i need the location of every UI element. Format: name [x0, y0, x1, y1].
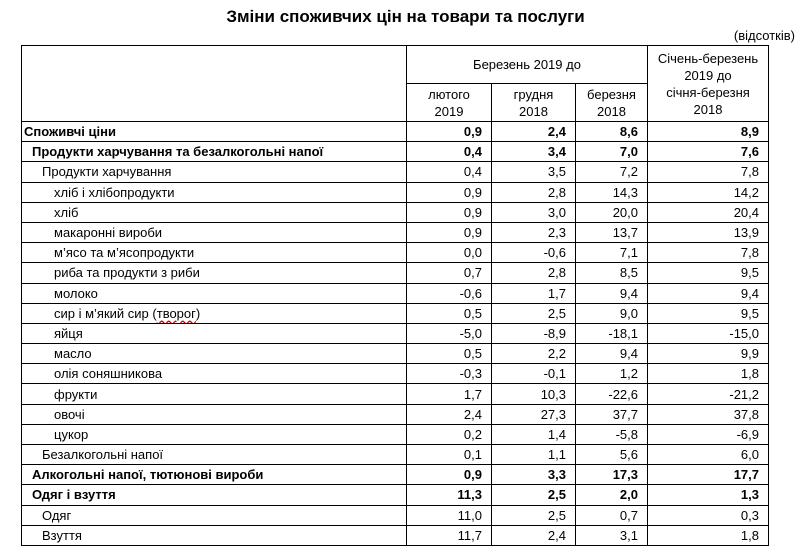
table-row — [22, 182, 769, 202]
col-header-line: 2018 — [597, 103, 626, 119]
col-header-line: 2019 — [434, 103, 464, 119]
table-row — [22, 445, 769, 465]
value-cell: 1,1 — [492, 445, 576, 465]
value-cell: 1,4 — [492, 424, 576, 444]
header-empty-cell — [22, 46, 407, 122]
row-label — [22, 202, 407, 222]
row-label-text: масло — [54, 346, 92, 362]
value-cell: 9,4 — [576, 344, 648, 364]
table-row — [22, 344, 769, 364]
row-label — [22, 243, 407, 263]
value-cell: 8,5 — [576, 263, 648, 283]
row-label — [22, 364, 407, 384]
value-cell: 0,0 — [407, 243, 492, 263]
value-cell: -0,6 — [492, 243, 576, 263]
value-cell: 3,5 — [492, 162, 576, 182]
value-cell: 1,2 — [576, 364, 648, 384]
row-label — [22, 283, 407, 303]
row-label-text: Одяг — [42, 507, 72, 523]
value-cell: -5,8 — [576, 424, 648, 444]
value-cell: 0,7 — [407, 263, 492, 283]
value-cell: 7,8 — [648, 162, 769, 182]
value-cell: 0,4 — [407, 162, 492, 182]
value-cell: 7,0 — [576, 142, 648, 162]
value-cell: 7,8 — [648, 243, 769, 263]
row-label — [22, 323, 407, 343]
value-cell: 0,2 — [407, 424, 492, 444]
value-cell: 3,1 — [576, 525, 648, 545]
value-cell: 27,3 — [492, 404, 576, 424]
value-cell: 0,5 — [407, 344, 492, 364]
row-label-text: Продукти харчування — [42, 164, 172, 180]
col-header-line: березня — [587, 86, 636, 102]
value-cell: 11,7 — [407, 525, 492, 545]
col-header-line: грудня — [513, 86, 554, 102]
row-label-text: хліб і хлібопродукти — [54, 184, 175, 200]
table-row — [22, 485, 769, 505]
row-label — [22, 384, 407, 404]
value-cell: 37,7 — [576, 404, 648, 424]
value-cell: 6,0 — [648, 445, 769, 465]
row-label — [22, 485, 407, 505]
col-header-line: 2018 — [519, 103, 548, 119]
ytd-header — [648, 46, 769, 122]
value-cell: 7,2 — [576, 162, 648, 182]
table-row — [22, 364, 769, 384]
row-label — [22, 465, 407, 485]
table-row — [22, 404, 769, 424]
value-cell: 2,4 — [492, 525, 576, 545]
ytd-header-line: 2019 до — [684, 67, 732, 83]
value-cell: 0,9 — [407, 465, 492, 485]
value-cell: 14,3 — [576, 182, 648, 202]
row-label-text: Безалкогольні напої — [42, 447, 164, 463]
ytd-header-line: січня-березня — [666, 84, 750, 100]
value-cell: 9,5 — [648, 303, 769, 323]
col-header-december — [492, 84, 576, 122]
row-label-text: цукор — [54, 426, 89, 442]
value-cell: 8,6 — [576, 122, 648, 142]
value-cell: 2,5 — [492, 485, 576, 505]
value-cell: 17,3 — [576, 465, 648, 485]
group-header: Березень 2019 до — [407, 46, 648, 84]
value-cell: 1,8 — [648, 525, 769, 545]
value-cell: 2,4 — [407, 404, 492, 424]
value-cell: 2,5 — [492, 303, 576, 323]
value-cell: 7,1 — [576, 243, 648, 263]
table-row — [22, 243, 769, 263]
value-cell: 11,0 — [407, 505, 492, 525]
table-row — [22, 142, 769, 162]
value-cell: 0,9 — [407, 222, 492, 242]
value-cell: 1,8 — [648, 364, 769, 384]
row-label-text: овочі — [54, 406, 85, 422]
table-row — [22, 222, 769, 242]
value-cell: 10,3 — [492, 384, 576, 404]
table-row — [22, 525, 769, 545]
value-cell: 8,9 — [648, 122, 769, 142]
value-cell: 9,4 — [576, 283, 648, 303]
row-label — [22, 162, 407, 182]
value-cell: 20,4 — [648, 202, 769, 222]
value-cell: 2,8 — [492, 182, 576, 202]
value-cell: 3,0 — [492, 202, 576, 222]
row-label-text: сир і м’який сир (творог) — [54, 305, 201, 321]
value-cell: 1,7 — [407, 384, 492, 404]
row-label — [22, 505, 407, 525]
value-cell: 13,7 — [576, 222, 648, 242]
value-cell: 2,4 — [492, 122, 576, 142]
value-cell: 2,5 — [492, 505, 576, 525]
row-label-text: Алкогольні напої, тютюнові вироби — [32, 467, 264, 483]
table-row — [22, 303, 769, 323]
value-cell: -18,1 — [576, 323, 648, 343]
value-cell: 0,7 — [576, 505, 648, 525]
value-cell: 2,8 — [492, 263, 576, 283]
value-cell: 0,9 — [407, 202, 492, 222]
unit-note: (відсотків) — [733, 28, 795, 43]
row-label-text: Взуття — [42, 527, 82, 543]
ytd-header-line: Січень-березень — [657, 50, 759, 66]
value-cell: 13,9 — [648, 222, 769, 242]
value-cell: -8,9 — [492, 323, 576, 343]
col-header-february — [407, 84, 492, 122]
row-label — [22, 445, 407, 465]
table-row — [22, 424, 769, 444]
row-label — [22, 404, 407, 424]
table-row — [22, 162, 769, 182]
value-cell: 37,8 — [648, 404, 769, 424]
table-row — [22, 384, 769, 404]
value-cell: -15,0 — [648, 323, 769, 343]
value-cell: -22,6 — [576, 384, 648, 404]
value-cell: -0,3 — [407, 364, 492, 384]
value-cell: -6,9 — [648, 424, 769, 444]
value-cell: -0,1 — [492, 364, 576, 384]
value-cell: 1,7 — [492, 283, 576, 303]
table-row — [22, 263, 769, 283]
price-changes-table — [21, 45, 769, 546]
value-cell: 9,4 — [648, 283, 769, 303]
row-label-text: фрукти — [54, 386, 98, 402]
table-row — [22, 323, 769, 343]
row-label — [22, 344, 407, 364]
table-row — [22, 283, 769, 303]
row-label-text: риба та продукти з риби — [54, 265, 200, 281]
row-label-text: Одяг і взуття — [32, 487, 116, 503]
row-label-text: Споживчі ціни — [24, 124, 116, 140]
header-row-1 — [22, 46, 769, 84]
row-label — [22, 222, 407, 242]
value-cell: 0,9 — [407, 122, 492, 142]
value-cell: 0,5 — [407, 303, 492, 323]
value-cell: 9,9 — [648, 344, 769, 364]
row-label — [22, 424, 407, 444]
value-cell: 7,6 — [648, 142, 769, 162]
value-cell: -21,2 — [648, 384, 769, 404]
ytd-header-line: 2018 — [693, 101, 723, 117]
value-cell: 9,5 — [648, 263, 769, 283]
value-cell: 14,2 — [648, 182, 769, 202]
value-cell: 9,0 — [576, 303, 648, 323]
row-label — [22, 142, 407, 162]
row-label-text: яйця — [54, 325, 83, 341]
value-cell: -0,6 — [407, 283, 492, 303]
value-cell: 1,3 — [648, 485, 769, 505]
value-cell: 3,3 — [492, 465, 576, 485]
spellcheck-underline: творог — [156, 305, 196, 321]
row-label-text: олія соняшникова — [54, 366, 163, 382]
row-label-text: м’ясо та м’ясопродукти — [54, 245, 195, 261]
row-label-text: макаронні вироби — [54, 225, 163, 241]
col-header-march — [576, 84, 648, 122]
table-row — [22, 505, 769, 525]
value-cell: 20,0 — [576, 202, 648, 222]
value-cell: 17,7 — [648, 465, 769, 485]
value-cell: 2,3 — [492, 222, 576, 242]
value-cell: 2,2 — [492, 344, 576, 364]
row-label — [22, 263, 407, 283]
value-cell: 0,9 — [407, 182, 492, 202]
value-cell: 3,4 — [492, 142, 576, 162]
value-cell: -5,0 — [407, 323, 492, 343]
value-cell: 2,0 — [576, 485, 648, 505]
row-label-text: Продукти харчування та безалкогольні напої — [32, 144, 324, 160]
col-header-line: лютого — [428, 86, 470, 102]
value-cell: 11,3 — [407, 485, 492, 505]
row-label-text: хліб — [54, 204, 79, 220]
row-label-text: молоко — [54, 285, 98, 301]
table-row — [22, 122, 769, 142]
value-cell: 5,6 — [576, 445, 648, 465]
value-cell: 0,1 — [407, 445, 492, 465]
table-row — [22, 465, 769, 485]
row-label — [22, 182, 407, 202]
row-label — [22, 122, 407, 142]
value-cell: 0,3 — [648, 505, 769, 525]
table-title: Зміни споживчих цін на товари та послуги — [226, 7, 585, 26]
row-label — [22, 525, 407, 545]
row-label — [22, 303, 407, 323]
table-row — [22, 202, 769, 222]
value-cell: 0,4 — [407, 142, 492, 162]
